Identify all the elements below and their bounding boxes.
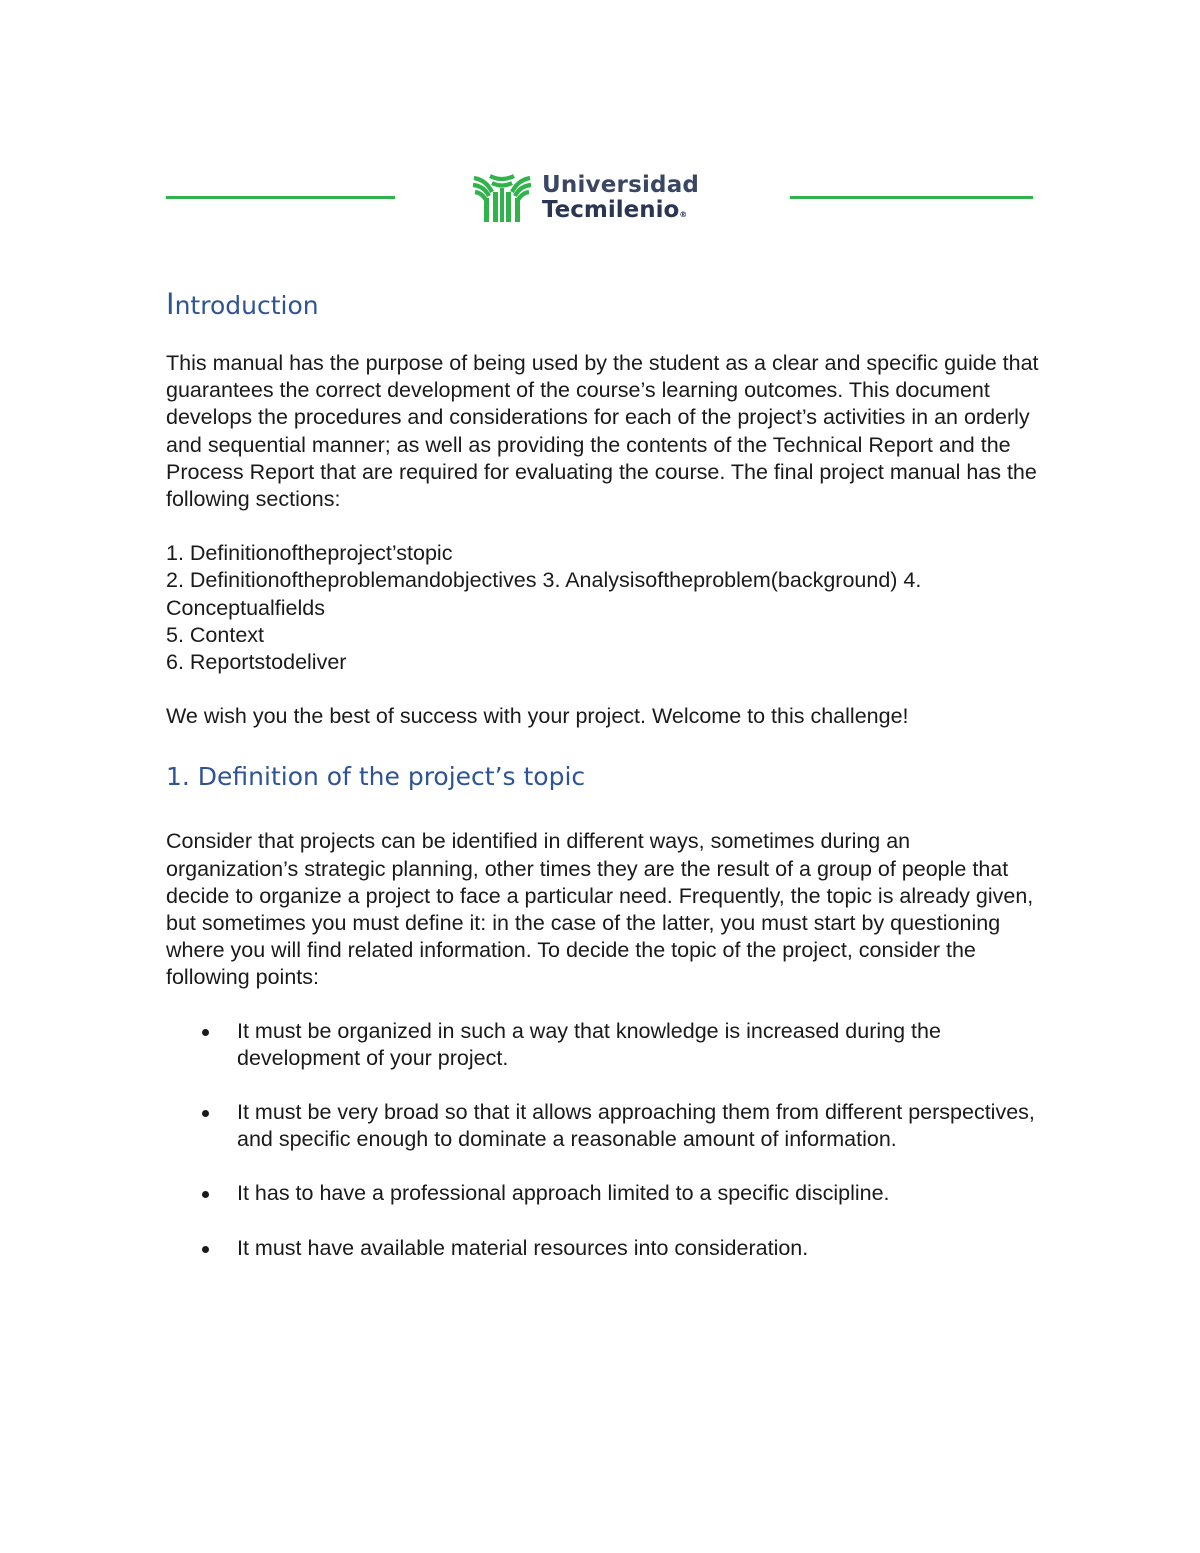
introduction-paragraph: This manual has the purpose of being used by the student as a clear and specific guide that guarantees the correct development of the course’s learning outcomes. This document develops the procedures and considerations for each of the project’s activities in an orderly and sequential manner; as well as providing the contents of the Technical Report and the Process Report that are required for evaluating the course. The final project manual has the following sections: <box>166 351 1039 512</box>
bullet-item <box>166 1180 1046 1207</box>
bullet-icon <box>202 1110 209 1117</box>
section1-heading: 1. Definition of the project’s topic <box>166 762 586 792</box>
section-list-item: 6. Reportstodeliver <box>166 650 347 675</box>
header-rule-left <box>166 196 395 199</box>
bullet-text: It must have available material resources into consideration. <box>237 1235 809 1260</box>
bullet-item <box>166 1235 1046 1262</box>
logo-wordmark <box>542 174 699 222</box>
section-list-item: 1. Definitionoftheproject’stopic <box>166 541 453 566</box>
bullet-item <box>166 1099 1046 1153</box>
section-list-item: 5. Context <box>166 622 264 647</box>
logo-line-universidad: Universidad <box>542 172 700 198</box>
tecmilenio-logo-icon <box>470 172 534 224</box>
sections-list <box>166 540 1046 676</box>
section-list-item: 2. Definitionoftheproblemandobjectives 3. Analysisoftheproblem(background) 4. Conceptualfields <box>166 568 922 620</box>
logo-line-tecmilenio: Tecmilenio® <box>542 197 688 223</box>
bullet-item <box>166 1018 1046 1072</box>
logo-trademark: ® <box>679 210 688 219</box>
bullet-text: It must be very broad so that it allows approaching them from different perspectives, and specific enough to dominate a reasonable amount of information. <box>237 1100 1035 1152</box>
document-body <box>166 280 1046 1289</box>
bullet-text: It has to have a professional approach limited to a specific discipline. <box>237 1181 890 1206</box>
topic-points-list <box>166 1018 1046 1262</box>
bullet-icon <box>202 1246 209 1253</box>
heading-initial: I <box>166 287 175 321</box>
closing-paragraph: We wish you the best of success with your project. Welcome to this challenge! <box>166 704 909 729</box>
university-logo <box>470 172 720 224</box>
header-rule-right <box>790 196 1033 199</box>
heading-rest: ntroduction <box>174 291 319 320</box>
introduction-heading <box>166 280 1046 320</box>
bullet-icon <box>202 1191 209 1198</box>
section1-paragraph: Consider that projects can be identified in different ways, sometimes during an organization’s strategic planning, other times they are the result of a group of people that decide to organize a project to face a particular need. Frequently, the topic is already given, but sometimes you must define it: in the case of the latter, you must start by questioning where you will find related information. To decide the topic of the project, consider the following points: <box>166 829 1034 990</box>
bullet-text: It must be organized in such a way that knowledge is increased during the development of your project. <box>237 1018 941 1070</box>
bullet-icon <box>202 1029 209 1036</box>
